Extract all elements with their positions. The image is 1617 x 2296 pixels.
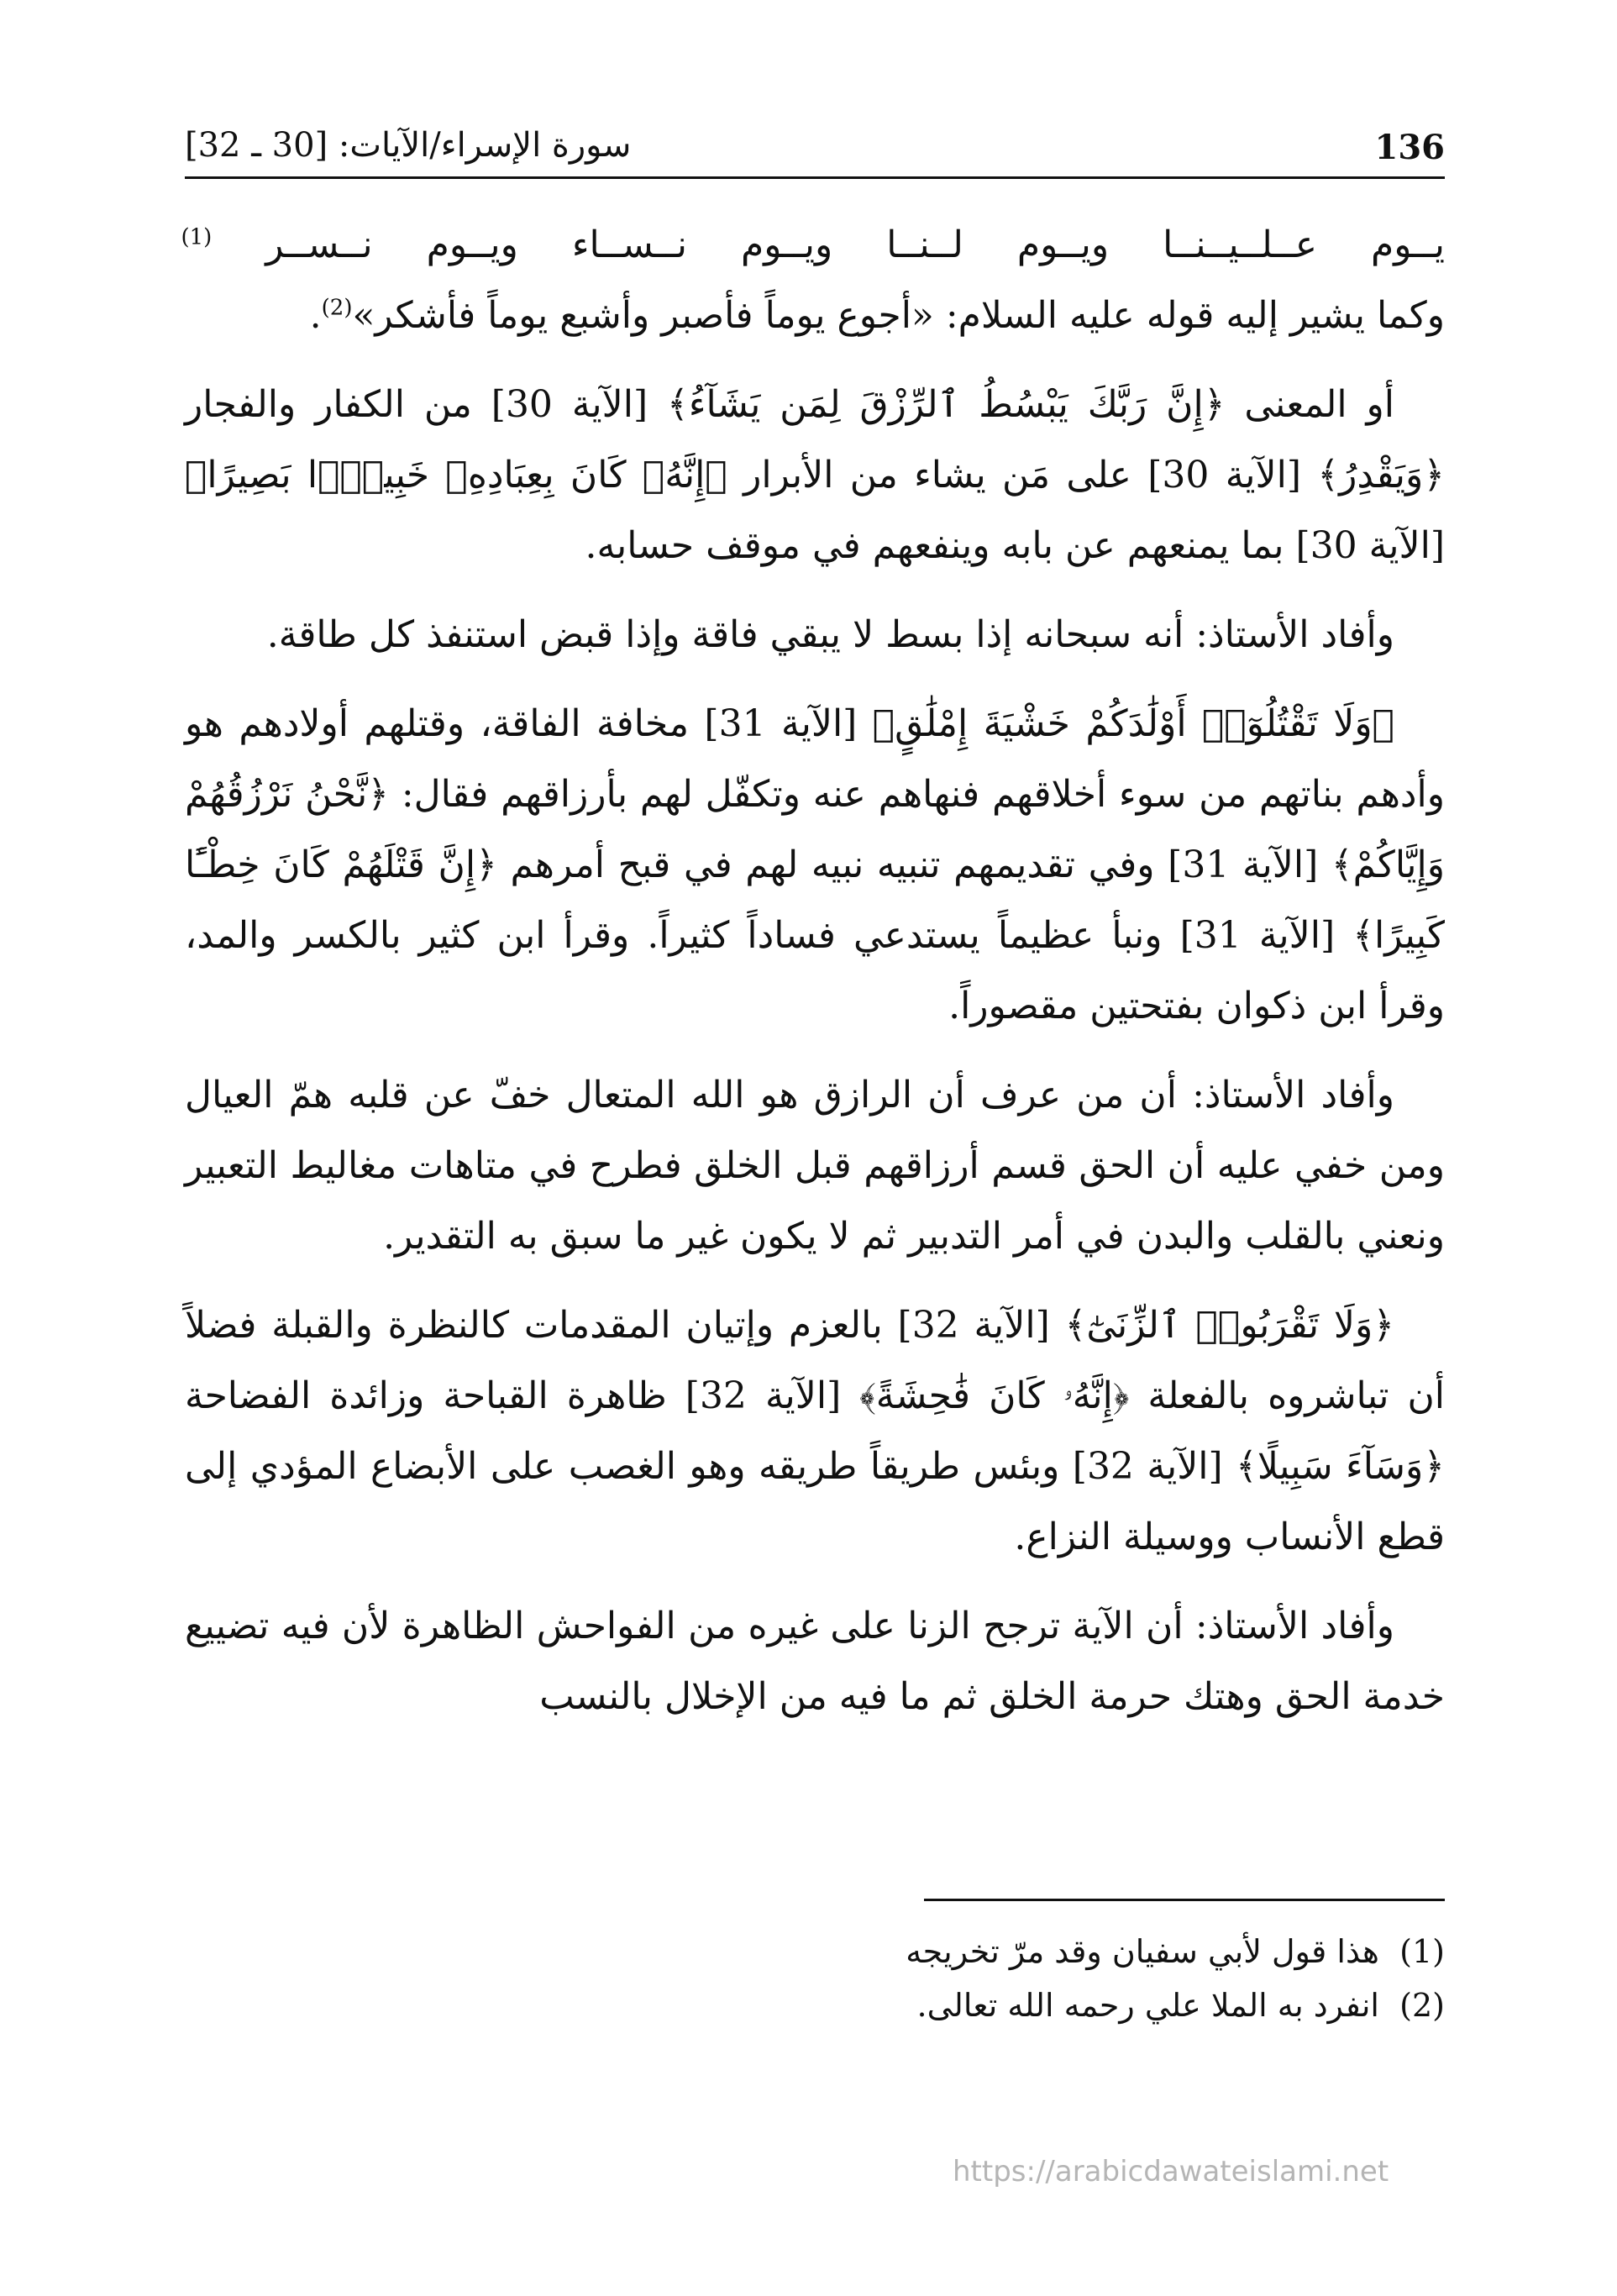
paragraph-5: وأفاد الأستاذ: أن من عرف أن الرازق هو الله المتعال خفّ عن قلبه همّ العيال ومن خفي عليه أن الحق قسم أرزاقهم قبل الخلق فطرح في متاهات مغاليط التعبير ونعني بالقلب والبدن في أمر التدبير ثم لا يكون غير ما سبق به التقدير. [185, 1074, 1445, 1258]
footnote-1-number: (1) [1399, 1933, 1445, 1970]
footnote-1 [185, 1925, 1445, 1978]
footnotes [185, 1899, 1445, 2032]
paragraph-4: ﴿وَلَا تَقْتُلُوٓا۟ أَوْلَٰدَكُمْ خَشْيَةَ إِمْلَٰقٍ﴾ [الآية 31] مخافة الفاقة، وقتلهم أولادهم هو وأدهم بناتهم من سوء أخلاقهم فنهاهم عنه وتكفّل لهم بأرزاقهم فقال: ﴿نَّحْنُ نَرْزُقُهُمْ وَإِيَّاكُمْ﴾ [الآية 31] وفي تقديمهم تنبيه نبيه لهم في قبح أمرهم ﴿إِنَّ قَتْلَهُمْ كَانَ خِطْـًٔا كَبِيرًا﴾ [الآية 31] ونبأ عظيماً يستدعي فساداً كثيراً. وقرأ ابن كثير بالكسر والمد، وقرأ ابن ذكوان بفتحتين مقصوراً. [185, 702, 1446, 1027]
footnote-2 [185, 1978, 1445, 2032]
paragraph-6: ﴿وَلَا تَقْرَبُوا۟ ٱلزِّنَىٰٓ﴾ [الآية 32] بالعزم وإتيان المقدمات كالنظرة والقبلة فضلاً أن تباشروه بالفعلة ﴿إِنَّهُۥ كَانَ فَٰحِشَةً﴾ [الآية 32] ظاهرة القباحة وزائدة الفضاحة ﴿وَسَآءَ سَبِيلًا﴾ [الآية 32] وبئس طريقاً طريقه وهو الغصب على الأبضاع المؤدي إلى قطع الأنساب ووسيلة النزاع. [185, 1304, 1446, 1558]
poetry-line [181, 210, 1445, 281]
paragraph-1: وكما يشير إليه قوله عليه السلام: «أجوع يوماً فأصبر وأشبع يوماً فأشكر»$^{(2)}$. [309, 294, 1445, 337]
paragraph-1-text: وكما يشير إليه قوله عليه السلام: «أجوع يوماً فأصبر وأشبع يوماً فأشكر» [352, 294, 1445, 337]
paragraph-3: وأفاد الأستاذ: أنه سبحانه إذا بسط لا يبقي فاقة وإذا قبض استنفذ كل طاقة. [266, 613, 1394, 656]
footnote-ref-2: (2) [321, 295, 353, 321]
footnote-divider [924, 1899, 1445, 1901]
paragraph-7: وأفاد الأستاذ: أن الآية ترجح الزنا على غيره من الفواحش الظاهرة لأن فيه تضييع خدمة الحق وهتك حرمة الخلق ثم ما فيه من الإخلال بالنسب [185, 1605, 1445, 1718]
footnote-1-text: هذا قول لأبي سفيان وقد مرّ تخريجه [906, 1933, 1379, 1970]
paragraph-2: أو المعنى ﴿إِنَّ رَبَّكَ يَبْسُطُ ٱلرِّزْقَ لِمَن يَشَآءُ﴾ [الآية 30] من الكفار والفجار ﴿وَيَقْدِرُ﴾ [الآية 30] على مَن يشاء من الأبرار ﴿إِنَّهُۥ كَانَ بِعِبَادِهِۦ خَبِيرًۢا بَصِيرًا﴾ [الآية 30] بما يمنعهم عن بابه وينفعهم في موقف حسابه. [185, 383, 1446, 567]
running-title: سورة الإسراء/الآيات: [30 ـ 32] [185, 126, 632, 165]
footnote-ref-1: (1) [181, 224, 213, 250]
main-text [181, 210, 1446, 1751]
footnote-2-number: (2) [1399, 1987, 1445, 2024]
page-header [185, 126, 1445, 179]
watermark-url: https://arabicdawateislami.net [953, 2155, 1389, 2188]
poetry-text: يــوم عــلــيــنــا ويــوم لــنــا ويــوم نــســاء ويــوم نــســر [265, 223, 1445, 266]
page-number: 136 [1374, 128, 1445, 167]
footnote-2-text: انفرد به الملا علي رحمه الله تعالى. [916, 1987, 1379, 2024]
